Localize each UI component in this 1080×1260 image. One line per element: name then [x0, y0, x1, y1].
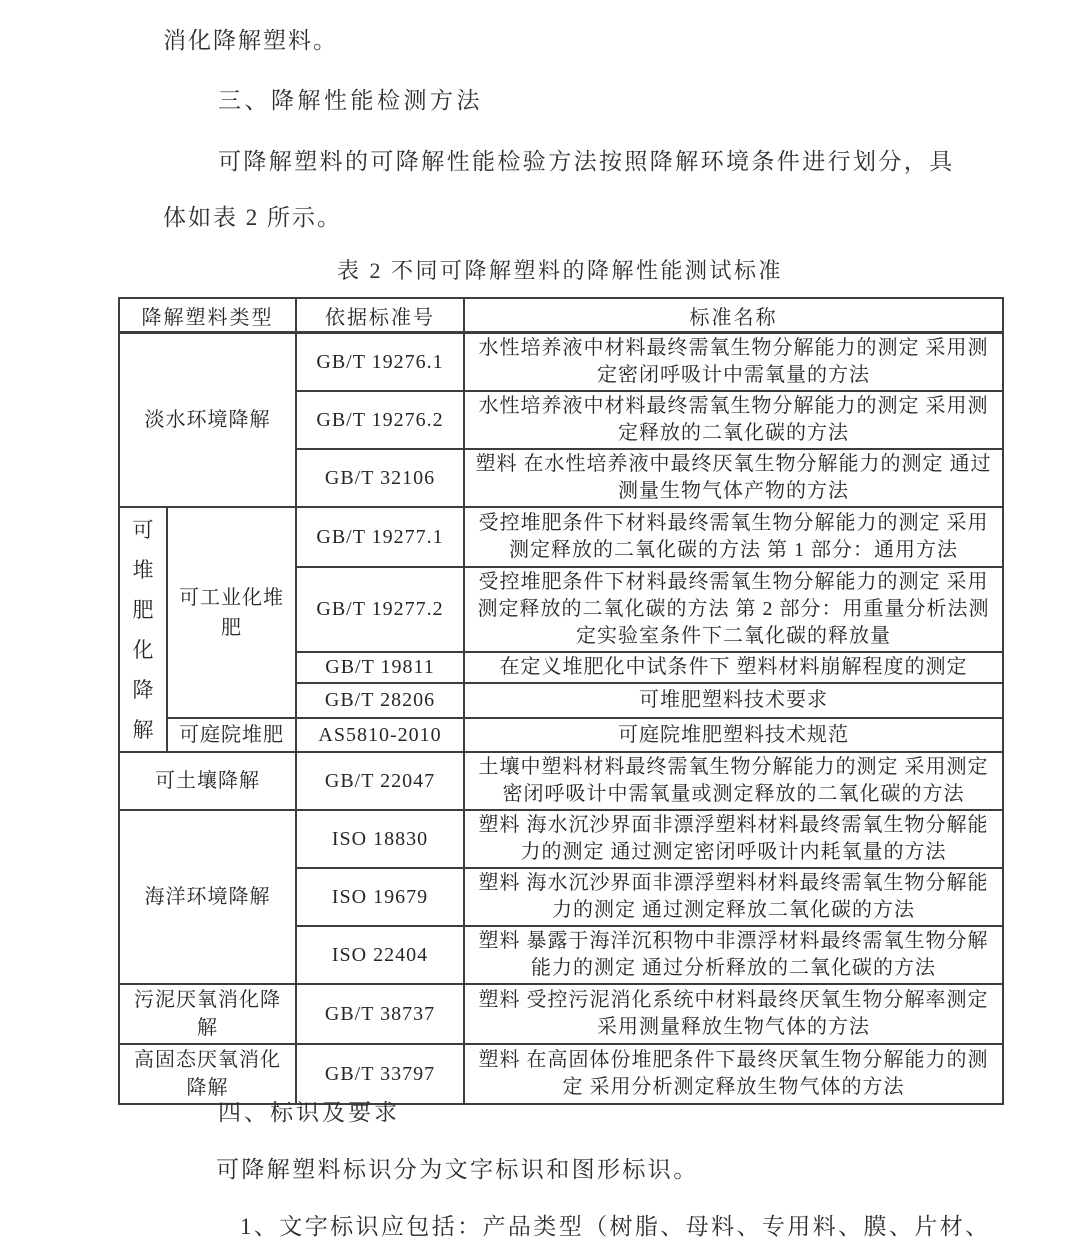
standard-number: ISO 22404 [296, 926, 464, 984]
standard-name: 可庭院堆肥塑料技术规范 [464, 718, 1003, 752]
type-freshwater: 淡水环境降解 [119, 333, 296, 508]
standard-number: GB/T 19277.2 [296, 567, 464, 652]
type-industrial-compost: 可工业化堆肥 [167, 507, 296, 718]
standard-number: GB/T 19276.1 [296, 333, 464, 392]
standard-number: ISO 19679 [296, 868, 464, 926]
type-sludge-anaerobic: 污泥厌氧消化降解 [119, 984, 296, 1044]
standard-number: GB/T 19277.1 [296, 507, 464, 567]
header-standard-number: 依据标准号 [296, 298, 464, 333]
paragraph-tail-line: 消化降解塑料。 [163, 28, 338, 53]
standard-name: 可堆肥塑料技术要求 [464, 683, 1003, 718]
standard-name: 塑料 海水沉沙界面非漂浮塑料材料最终需氧生物分解能力的测定 通过测定密闭呼吸计内耗氧量的方法 [464, 810, 1003, 868]
standard-name: 塑料 受控污泥消化系统中材料最终厌氧生物分解率测定 采用测量释放生物气体的方法 [464, 984, 1003, 1044]
standard-name: 塑料 在水性培养液中最终厌氧生物分解能力的测定 通过测量生物气体产物的方法 [464, 449, 1003, 507]
type-compostable [119, 507, 167, 752]
table-row [119, 984, 1003, 1044]
header-plastic-type: 降解塑料类型 [119, 298, 296, 333]
paragraph-item1: 1、文字标识应包括：产品类型（树脂、母料、专用料、膜、片材、 [240, 1214, 991, 1239]
standard-name: 水性培养液中材料最终需氧生物分解能力的测定 采用测定释放的二氧化碳的方法 [464, 391, 1003, 449]
standard-name: 塑料 暴露于海洋沉积物中非漂浮材料最终需氧生物分解能力的测定 通过分析释放的二氧化碳的方法 [464, 926, 1003, 984]
type-marine: 海洋环境降解 [119, 810, 296, 984]
standard-number: AS5810-2010 [296, 718, 464, 752]
standard-name: 土壤中塑料材料最终需氧生物分解能力的测定 采用测定密闭呼吸计中需氧量或测定释放的二氧化碳的方法 [464, 752, 1003, 810]
type-soil: 可土壤降解 [119, 752, 296, 810]
table-row [119, 718, 1003, 752]
header-standard-name: 标准名称 [464, 298, 1003, 333]
standard-number: GB/T 19276.2 [296, 391, 464, 449]
vertical-label: 可堆肥化降解 [132, 517, 154, 742]
paragraph-methods-line1: 可降解塑料的可降解性能检验方法按照降解环境条件进行划分，具 [218, 149, 955, 174]
paragraph-methods-line2: 体如表 2 所示。 [163, 205, 342, 230]
standard-name: 受控堆肥条件下材料最终需氧生物分解能力的测定 采用测定释放的二氧化碳的方法 第 2 部分：用重量分析法测定实验室条件下二氧化碳的释放量 [464, 567, 1003, 652]
section4-heading: 四、标识及要求 [218, 1100, 400, 1125]
standard-number: ISO 18830 [296, 810, 464, 868]
standard-number: GB/T 19811 [296, 652, 464, 683]
type-garden-compost: 可庭院堆肥 [167, 718, 296, 752]
table-row [119, 1044, 1003, 1104]
table-header-row [119, 298, 1003, 333]
standard-name: 在定义堆肥化中试条件下 塑料材料崩解程度的测定 [464, 652, 1003, 683]
standard-number: GB/T 38737 [296, 984, 464, 1044]
table-row [119, 507, 1003, 567]
standard-name: 水性培养液中材料最终需氧生物分解能力的测定 采用测定密闭呼吸计中需氧量的方法 [464, 333, 1003, 392]
section3-heading: 三、降解性能检测方法 [218, 88, 483, 113]
standard-name: 受控堆肥条件下材料最终需氧生物分解能力的测定 采用测定释放的二氧化碳的方法 第 1 部分：通用方法 [464, 507, 1003, 567]
standard-number: GB/T 22047 [296, 752, 464, 810]
standard-number: GB/T 28206 [296, 683, 464, 718]
paragraph-marking: 可降解塑料标识分为文字标识和图形标识。 [216, 1157, 699, 1182]
table-row [119, 810, 1003, 868]
type-high-solids-anaerobic: 高固态厌氧消化降解 [119, 1044, 296, 1104]
standard-number: GB/T 33797 [296, 1044, 464, 1104]
standard-number: GB/T 32106 [296, 449, 464, 507]
table-row [119, 333, 1003, 392]
standard-name: 塑料 在高固体份堆肥条件下最终厌氧生物分解能力的测定 采用分析测定释放生物气体的方法 [464, 1044, 1003, 1104]
degradation-standards-table [118, 297, 1004, 1105]
table2-caption: 表 2 不同可降解塑料的降解性能测试标准 [336, 258, 783, 283]
standard-name: 塑料 海水沉沙界面非漂浮塑料材料最终需氧生物分解能力的测定 通过测定释放二氧化碳的方法 [464, 868, 1003, 926]
table-row [119, 752, 1003, 810]
